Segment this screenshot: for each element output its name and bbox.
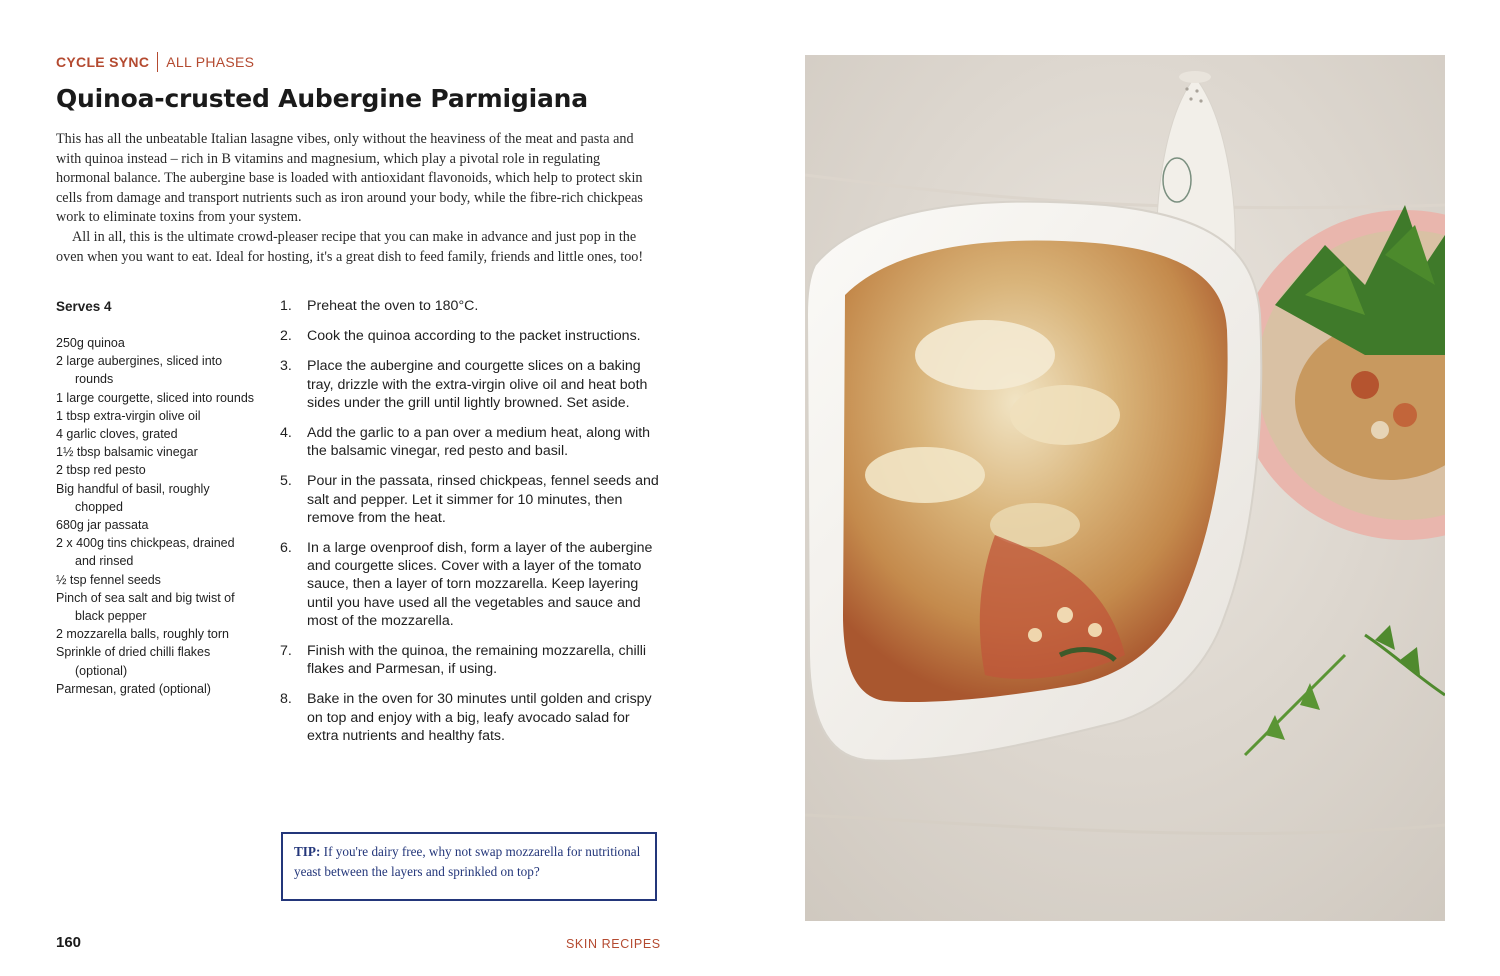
step-number: 5. (280, 473, 292, 490)
series-label: CYCLE SYNC (56, 54, 150, 70)
ingredient-item: 4 garlic cloves, grated (56, 427, 178, 442)
intro-paragraph: This has all the unbeatable Italian lasagne vibes, only without the heaviness of the meat and pasta and with quinoa instead – rich in B vitamins and magnesium, which play a pivotal role in regulating hormonal balance. The aubergine base is loaded with antioxidant flavonoids, which help to protect skin cells from damage and transport nutrients such as iron around your body, while the fibre-rich chickpeas work to eliminate toxins from your system. (56, 131, 643, 226)
ingredient-item: 1 large courgette, sliced into rounds (56, 390, 255, 405)
intro-paragraph: All in all, this is the ultimate crowd-pleaser recipe that you can make in advance and just pop in the oven when you want to eat. Ideal for hosting, it's a great dish to feed family, friends and little ones, too! (56, 228, 644, 265)
recipe-photo-illustration (805, 55, 1445, 921)
tip-label: TIP: (294, 844, 321, 859)
ingredient-item: 250g quinoa (56, 336, 125, 350)
header-divider (157, 52, 158, 72)
method-step (280, 424, 660, 460)
step-number: 1. (280, 298, 292, 314)
ingredient-item: ½ tsp fennel seeds (56, 572, 161, 587)
section-header (56, 52, 254, 72)
tip-box (281, 832, 657, 901)
section-name: SKIN RECIPES (566, 937, 661, 951)
step-number: 7. (280, 643, 292, 660)
ingredient-item: 1 tbsp extra-virgin olive oil (56, 408, 201, 423)
tip-text: If you're dairy free, why not swap mozzarella for nutritional yeast between the layers and sprinkled on top? (294, 844, 641, 879)
phase-label: ALL PHASES (166, 54, 255, 70)
ingredient-item: 2 large aubergines, sliced into rounds (56, 354, 223, 387)
step-number: 3. (280, 358, 292, 375)
step-text: Cook the quinoa according to the packet instructions. (307, 328, 641, 345)
ingredients-list (56, 334, 256, 698)
method-step (280, 642, 660, 678)
step-text: Preheat the oven to 180°C. (307, 298, 479, 314)
step-number: 8. (280, 691, 292, 708)
ingredient-item: Big handful of basil, roughly chopped (56, 481, 210, 514)
method-step (280, 297, 660, 315)
step-text: Bake in the oven for 30 minutes until golden and crispy on top and enjoy with a big, leafy avocado salad for extra nutrients and healthy fats. (307, 691, 652, 744)
recipe-intro (56, 130, 656, 267)
step-text: Pour in the passata, rinsed chickpeas, fennel seeds and salt and pepper. Let it simmer for 10 minutes, then remove from the heat. (307, 473, 659, 526)
step-text: Finish with the quinoa, the remaining mozzarella, chilli flakes and Parmesan, if using. (307, 643, 647, 678)
ingredient-item: Pinch of sea salt and big twist of black pepper (56, 590, 235, 624)
step-number: 2. (280, 328, 292, 345)
recipe-photo (805, 55, 1445, 921)
method-step (280, 472, 660, 527)
method-step (280, 327, 660, 345)
ingredient-item: 2 tbsp red pesto (56, 463, 146, 478)
step-number: 4. (280, 425, 292, 442)
method-step (280, 539, 660, 630)
method-step (280, 357, 660, 412)
recipe-title: Quinoa-crusted Aubergine Parmigiana (56, 84, 588, 113)
page-number: 160 (56, 934, 82, 951)
ingredient-item: 2 x 400g tins chickpeas, drained and rinsed (56, 536, 235, 569)
ingredient-item: Parmesan, grated (optional) (56, 681, 211, 696)
ingredient-item: 1½ tbsp balsamic vinegar (56, 445, 198, 460)
step-text: Place the aubergine and courgette slices on a baking tray, drizzle with the extra-virgin olive oil and heat both sides under the grill until lightly browned. Set aside. (307, 358, 648, 411)
ingredient-item: 2 mozzarella balls, roughly torn (56, 627, 229, 642)
method-steps (280, 297, 660, 757)
ingredient-item: Sprinkle of dried chilli flakes (optional) (56, 645, 211, 678)
method-step (280, 690, 660, 745)
step-text: In a large ovenproof dish, form a layer of the aubergine and courgette slices. Cover with a layer of the tomato sauce, then a layer of torn mozzarella. Keep layering until you have used all the vegetables and sauce and most of the mozzarella. (307, 540, 653, 629)
step-text: Add the garlic to a pan over a medium heat, along with the balsamic vinegar, red pesto and basil. (307, 425, 651, 460)
step-number: 6. (280, 540, 292, 557)
ingredient-item: 680g jar passata (56, 518, 149, 533)
serves-label: Serves 4 (56, 299, 112, 314)
